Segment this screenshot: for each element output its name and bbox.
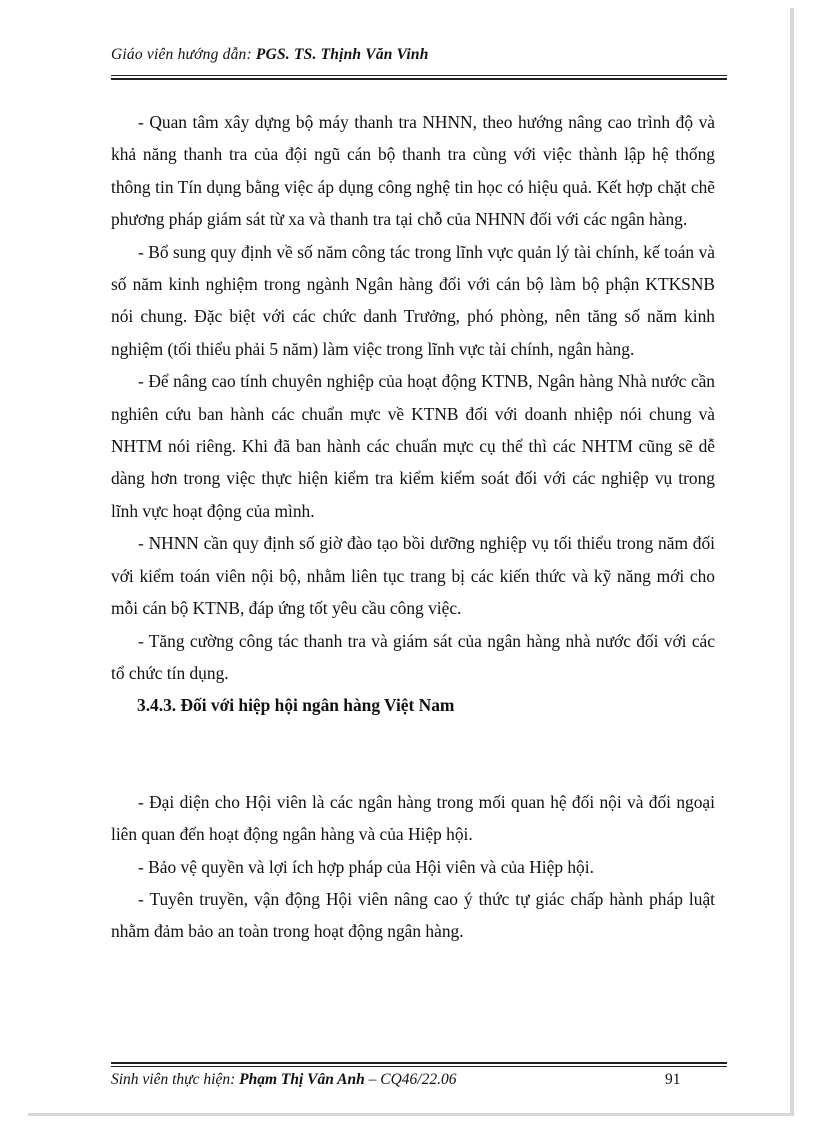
page-footer bbox=[111, 1071, 727, 1089]
footer-label: Sinh viên thực hiện: bbox=[111, 1071, 236, 1088]
page-body bbox=[111, 106, 715, 948]
page-frame-bottom bbox=[28, 1113, 794, 1116]
paragraph: - Quan tâm xây dựng bộ máy thanh tra NHNN, theo hướng nâng cao trình độ và khả năng thanh tra của đội ngũ cán bộ thanh tra cùng với việc thành lập hệ thống thông tin Tín dụng bằng việc áp dụng công nghệ tin học có hiệu quả. Kết hợp chặt chẽ phương pháp giám sát từ xa và thanh tra tại chỗ của NHNN đối với các ngân hàng. bbox=[111, 112, 715, 230]
paragraph: - NHNN cần quy định số giờ đào tạo bồi dưỡng nghiệp vụ tối thiểu trong năm đối với kiểm toán viên nội bộ, nhằm liên tục trang bị các kiến thức và kỹ năng mới cho mỗi cán bộ KTNB, đáp ứng tốt yêu cầu công việc. bbox=[111, 533, 715, 619]
header-rule-top bbox=[111, 75, 727, 76]
paragraph: - Đại diện cho Hội viên là các ngân hàng trong mối quan hệ đối nội và đối ngoại liên quan đến hoạt động ngân hàng và của Hiệp hội. bbox=[111, 791, 715, 845]
header-supervisor-name: PGS. TS. Thịnh Văn Vinh bbox=[255, 46, 429, 63]
paragraph: - Tuyên truyền, vận động Hội viên nâng cao ý thức tự giác chấp hành pháp luật nhằm đảm bảo an toàn trong hoạt động ngân hàng. bbox=[111, 888, 715, 942]
section-heading: 3.4.3. Đối với hiệp hội ngân hàng Việt Nam bbox=[137, 695, 455, 716]
page-frame-right bbox=[790, 8, 794, 1113]
paragraph: - Bảo vệ quyền và lợi ích hợp pháp của Hội viên và của Hiệp hội. bbox=[138, 856, 594, 877]
footer-student-name: Phạm Thị Vân Anh bbox=[239, 1071, 365, 1088]
paragraph: - Để nâng cao tính chuyên nghiệp của hoạt động KTNB, Ngân hàng Nhà nước cần nghiên cứu ban hành các chuẩn mực về KTNB đối với doanh nhiệp nói chung và NHTM nói riêng. Khi đã ban hành các chuẩn mực cụ thể thì các NHTM cũng sẽ dễ dàng hơn trong việc thực hiện kiểm tra kiểm kiểm soát đối với các nghiệp vụ trong lĩnh vực hoạt động của mình. bbox=[111, 371, 715, 521]
page-header bbox=[111, 46, 727, 64]
footer-rule-bottom bbox=[111, 1066, 727, 1067]
footer-rule-top bbox=[111, 1062, 727, 1064]
footer-student-code: – CQ46/22.06 bbox=[368, 1071, 457, 1088]
spacer bbox=[111, 722, 715, 786]
header-rule-bottom bbox=[111, 78, 727, 80]
header-label: Giáo viên hướng dẫn: bbox=[111, 46, 252, 63]
paragraph: - Tăng cường công tác thanh tra và giám sát của ngân hàng nhà nước đối với các tổ chức tín dụng. bbox=[111, 630, 715, 683]
page-number: 91 bbox=[665, 1071, 681, 1088]
paragraph: - Bổ sung quy định về số năm công tác trong lĩnh vực quản lý tài chính, kế toán và số năm kinh nghiệm trong ngành Ngân hàng đối với cán bộ làm bộ phận KTKSNB nói chung. Đặc biệt với các chức danh Trưởng, phó phòng, nên tăng số năm kinh nghiệm (tối thiểu phải 5 năm) làm việc trong lĩnh vực tài chính, ngân hàng. bbox=[111, 241, 715, 359]
